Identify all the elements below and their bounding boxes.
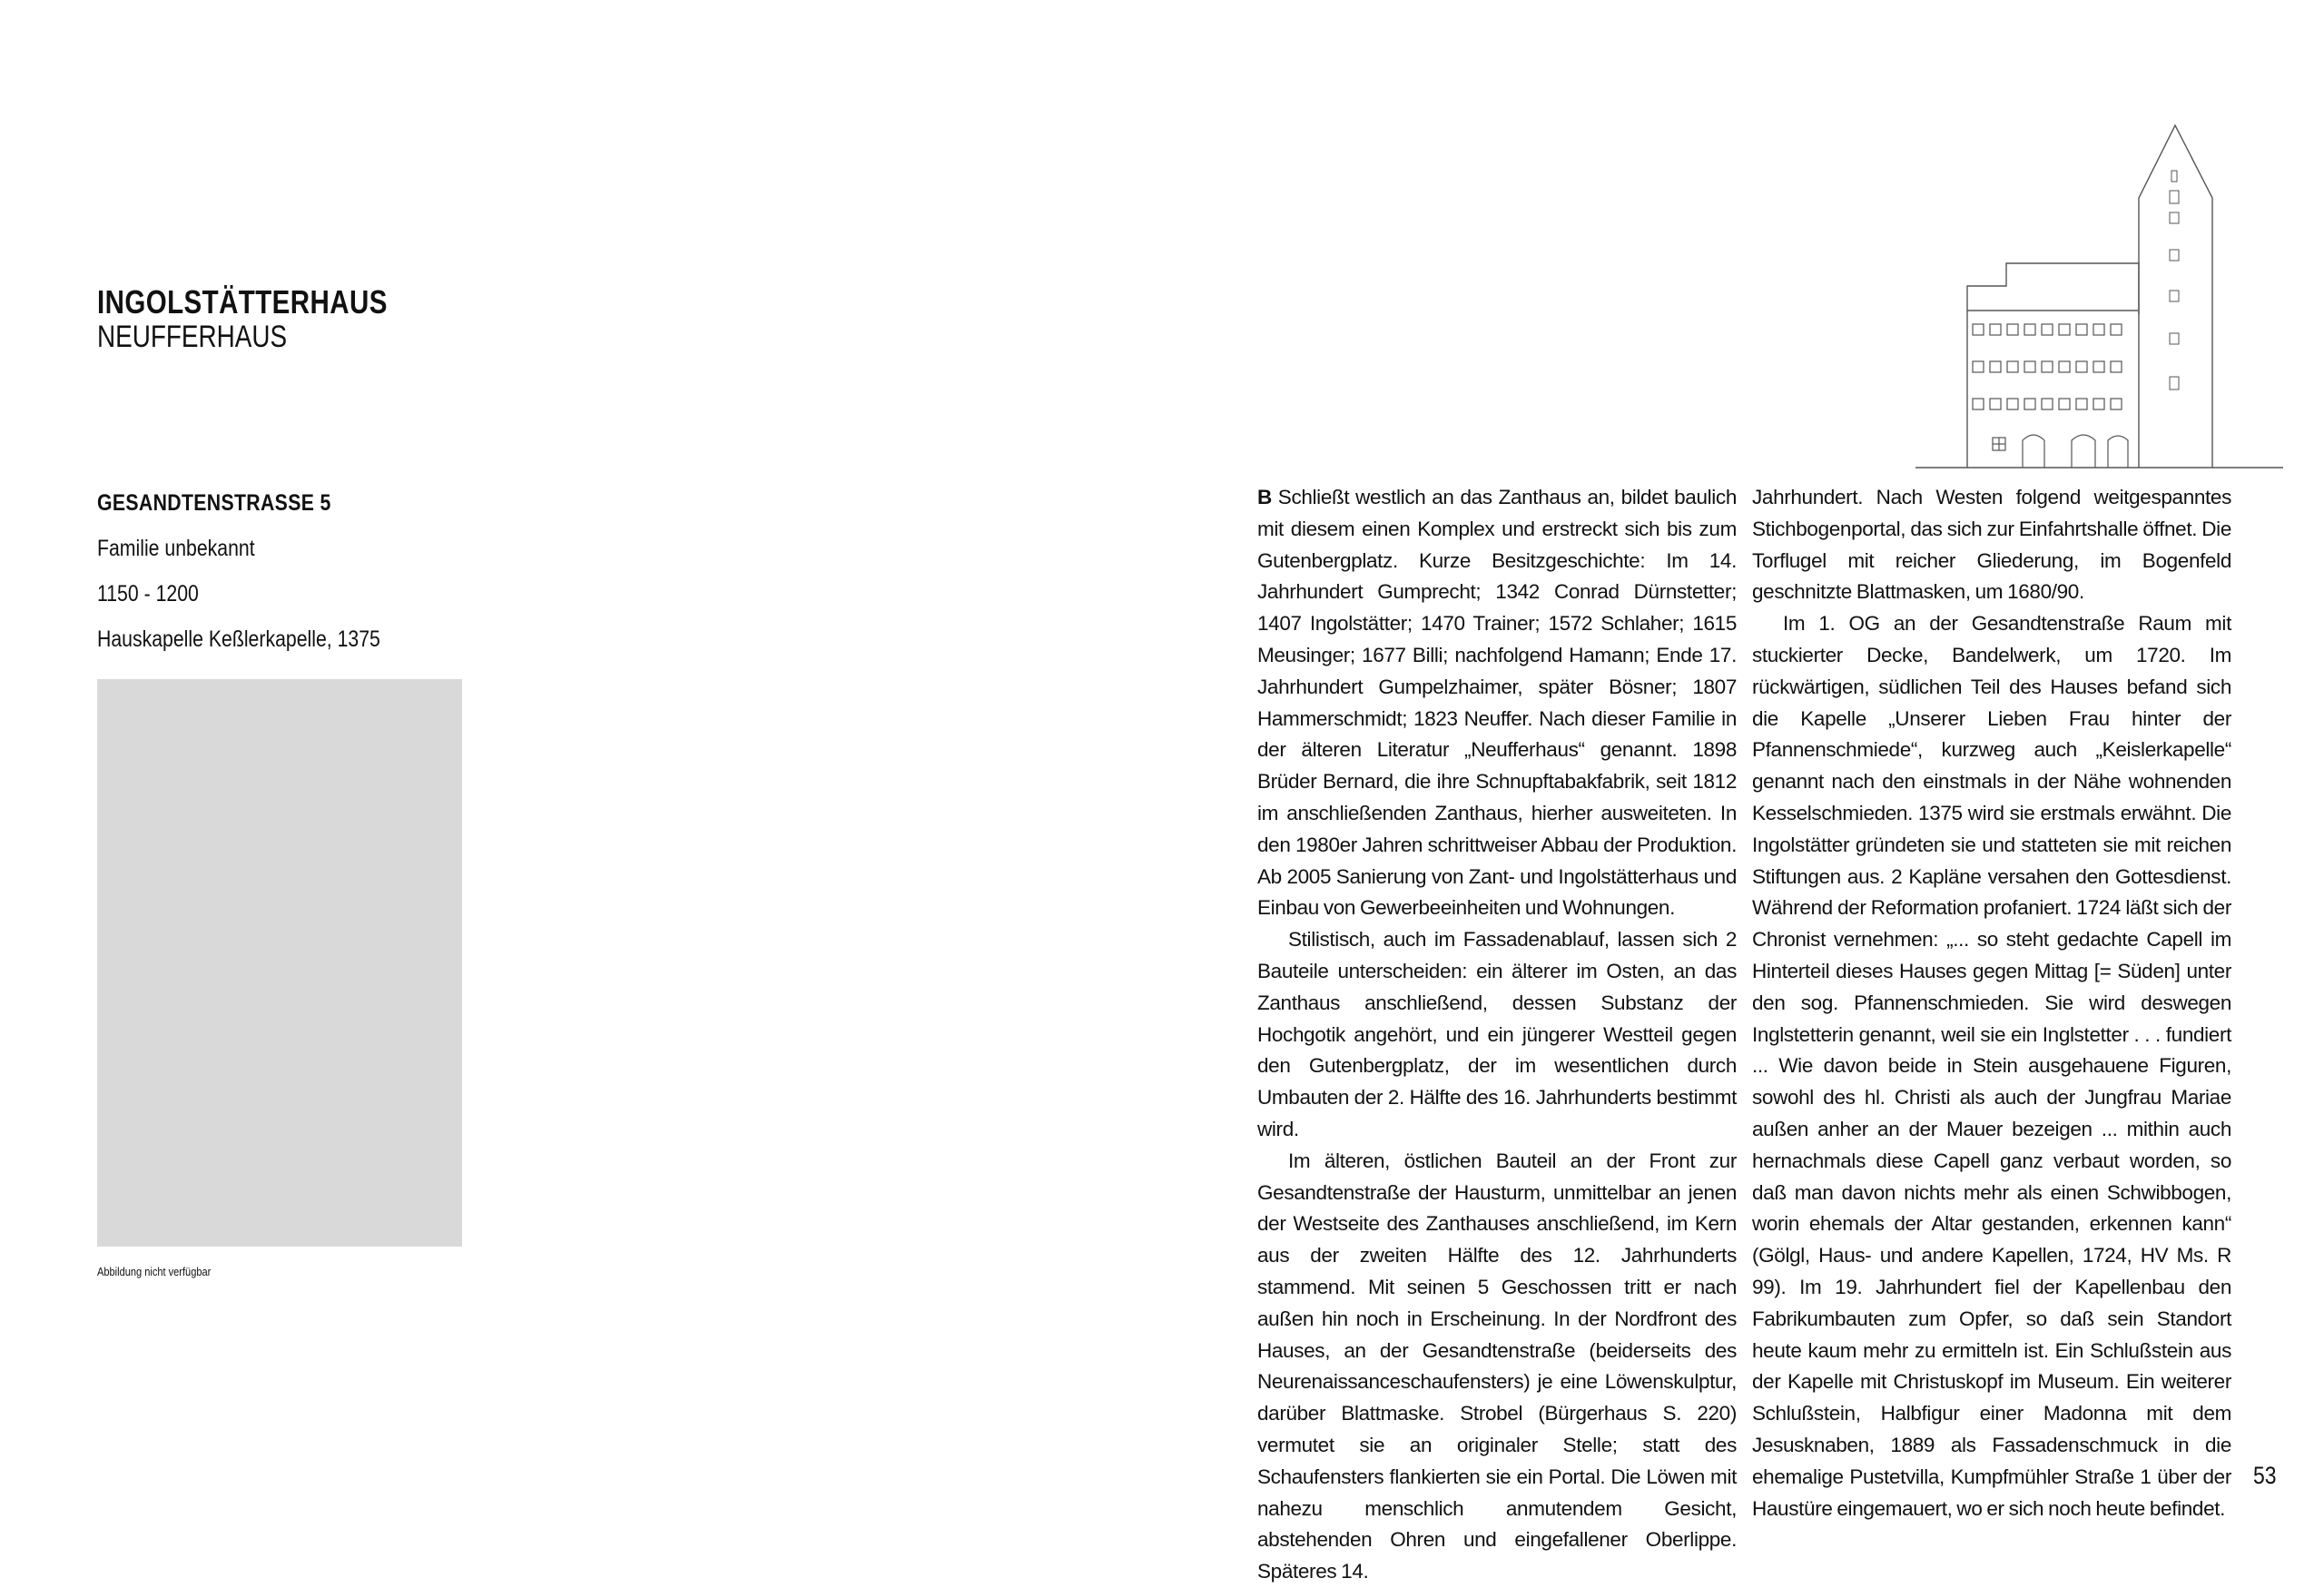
- text-column-1: [1257, 482, 1737, 1588]
- ground-floor-arches: [1993, 435, 2128, 468]
- image-caption: Abbildung nicht verfügbar: [97, 1265, 212, 1278]
- paragraph: Jahrhundert. Nach Westen folgend weitgespanntes Stichbogenportal, das sich zur Einfahrtshalle öffnet. Die Torflugel mit reicher Gliederung, im Bogenfeld geschnitzte Blattmasken, um 1680/90.: [1752, 486, 2231, 604]
- house-chapel: Hauskapelle Keßlerkapelle, 1375: [97, 626, 380, 652]
- text-column-2: [1752, 482, 2231, 1524]
- paragraph-text: Schließt westlich an das Zanthaus an, bildet baulich mit diesem einen Komplex und erstreckt sich bis zum Gutenbergplatz. Kurze Besitzgeschichte: Im 14. Jahrhundert Gumprecht; 1342 Conrad Dürnstetter; 1407 Ingolstätter; 1470 Trainer; 1572 Schlaher; 1615 Meusinger; 1677 Billi; nachfolgend Hamann; Ende 17. Jahrhundert Gumpelzhaimer, später Bösner; 1807 Hammerschmidt; 1823 Neuffer. Nach dieser Familie in der älteren Literatur „Neufferhaus“ genannt. 1898 Brüder Bernard, die ihre Schnupftabakfabrik, seit 1812 im anschließenden Zanthaus, hierher ausweiteten. In den 1980er Jahren schrittweiser Abbau der Produktion. Ab 2005 Sanierung von Zant- und Ingolstätterhaus und Einbau von Gewerbeeinheiten und Wohnungen.: [1257, 486, 1737, 920]
- lead-letter: B: [1257, 486, 1272, 508]
- paragraph: Im 1. OG an der Gesandtenstraße Raum mit stuckierter Decke, Bandelwerk, um 1720. Im rückwärtigen, südlichen Teil des Hauses befand sich die Kapelle „Unserer Lieben Frau hinter der Pfannenschmiede“, kurzweg auch „Keislerkapelle“ genannt nach den einstmals in der Nähe wohnenden Kesselschmieden. 1375 wird sie erstmals erwähnt. Die Ingolstätter gründeten sie und statteten sie mit reichen Stiftungen aus. 2 Kapläne versahen den Gottesdienst. Während der Reformation profaniert. 1724 läßt sich der Chronist vernehmen: „... so steht gedachte Capell im Hinterteil dieses Hauses gegen Mittag [= Süden] unter den sog. Pfannenschmieden. Sie wird deswegen Inglstetterin genannt, weil sie ein Inglstetter . . . fundiert ... Wie davon beide in Stein ausgehauene Figuren, sowohl des hl. Christi als auch der Jungfrau Mariae außen anher an der Mauer bezeigen ... mithin auch hernachmals diese Capell ganz verbaut worden, so daß man davon nichts mehr als einen Schwibbogen, worin ehemals der Altar gestanden, erkennen kann“ (Gölgl, Haus- und andere Kapellen, 1724, HV Ms. R 99). Im 19. Jahrhundert fiel der Kapellenbau den Fabrikumbauten zum Opfer, so daß sein Standort heute kaum mehr zu ermitteln ist. Ein Schlußstein aus der Kapelle mit Christuskopf im Museum. Ein weiterer Schlußstein, Halbfigur einer Madonna mit dem Jesusknaben, 1889 als Fassadenschmuck in die ehemalige Pustetvilla, Kumpfmühler Straße 1 über der Haustüre eingemauert, wo er sich noch heute befindet.: [1752, 612, 2231, 1520]
- paragraph: [1257, 482, 1737, 924]
- construction-date: 1150 - 1200: [97, 581, 199, 607]
- page-title: INGOLSTÄTTERHAUS: [97, 283, 388, 321]
- tower-outline: [2139, 125, 2212, 468]
- page-number: 53: [2253, 1462, 2277, 1489]
- page-subtitle: NEUFFERHAUS: [97, 320, 288, 354]
- window-grid: [1973, 324, 2122, 409]
- paragraph: Stilistisch, auch im Fassadenablauf, lassen sich 2 Bauteile unterscheiden: ein älterer im Osten, an das Zanthaus anschließend, dessen Substanz der Hochgotik angehört, und ein jüngerer Westteil gegen den Gutenbergplatz, der im wesentlichen durch Umbauten der 2. Hälfte des 16. Jahrhunderts bestimmt wird.: [1257, 928, 1737, 1140]
- building-elevation-drawing: [1906, 118, 2288, 472]
- owner-family: Familie unbekannt: [97, 536, 255, 561]
- image-placeholder: [97, 679, 462, 1247]
- address-heading: GESANDTENSTRASSE 5: [97, 490, 331, 516]
- paragraph: Im älteren, östlichen Bauteil an der Front zur Gesandtenstraße der Hausturm, unmittelbar an jenen der Westseite des Zanthauses anschließend, im Kern aus der zweiten Hälfte des 12. Jahrhunderts stammend. Mit seinen 5 Geschossen tritt er nach außen hin noch in Erscheinung. In der Nordfront des Hauses, an der Gesandtenstraße (beiderseits des Neurenaissanceschaufensters) je eine Löwenskulptur, darüber Blattmaske. Strobel (Bürgerhaus S. 220) vermutet sie an originaler Stelle; statt des Schaufensters flankierten sie ein Portal. Die Löwen mit nahezu menschlich anmutendem Gesicht, abstehenden Ohren und eingefallener Oberlippe. Späteres 14.: [1257, 1149, 1737, 1583]
- tower-windows: [2170, 171, 2179, 390]
